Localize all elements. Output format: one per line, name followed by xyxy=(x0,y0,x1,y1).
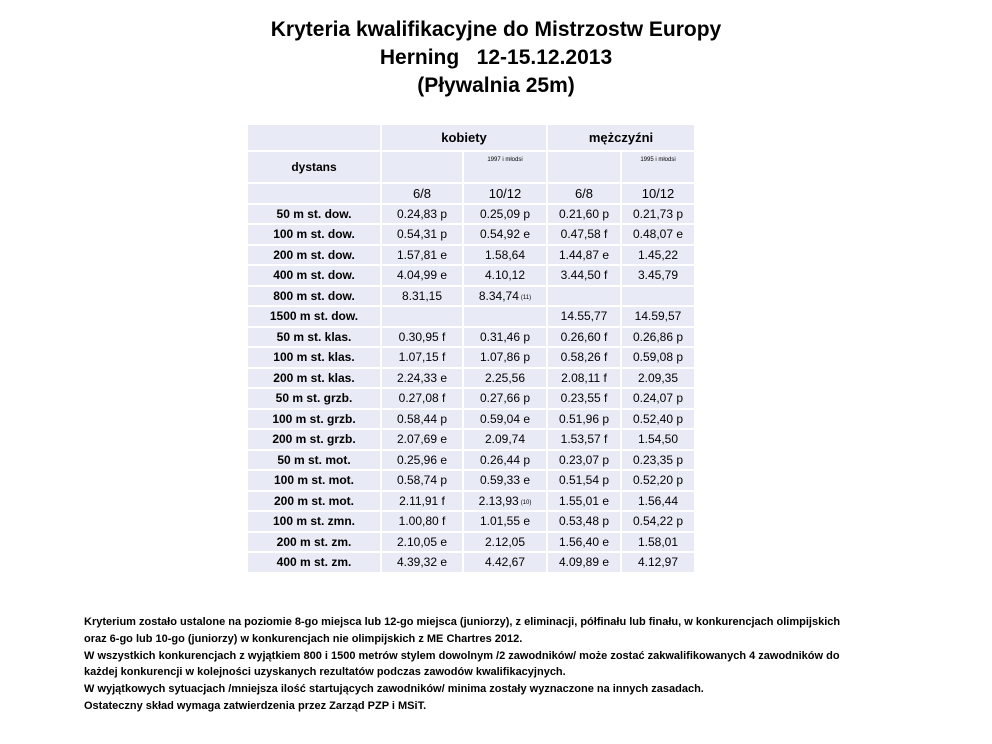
cell-value: 0.21,73 p xyxy=(632,206,684,221)
table-row xyxy=(247,347,695,368)
cell-value: 100 m st. klas. xyxy=(273,350,355,365)
header-women-cat-1: 6/8 xyxy=(381,183,463,204)
women-time-cell xyxy=(381,265,463,286)
women-junior-time-cell xyxy=(463,450,547,471)
cell-value: 0.24,07 p xyxy=(632,391,684,406)
women-junior-time-cell xyxy=(463,491,547,512)
men-time-cell xyxy=(547,450,621,471)
women-junior-time-cell xyxy=(463,224,547,245)
header-men: mężczyźni xyxy=(547,124,695,151)
men-junior-time-cell xyxy=(621,245,695,266)
table-row xyxy=(247,327,695,348)
women-time-cell xyxy=(381,204,463,225)
women-time-cell xyxy=(381,388,463,409)
cell-value: 2.09,35 xyxy=(637,370,679,385)
header-row-subgroups xyxy=(247,151,695,183)
cell-value: 0.59,08 p xyxy=(632,350,684,365)
women-time-cell xyxy=(381,470,463,491)
cell-value: 0.58,26 f xyxy=(560,350,608,365)
cell-value: 4.12,97 xyxy=(637,555,679,570)
cell-value: 1.54,50 xyxy=(637,432,679,447)
women-junior-time-cell xyxy=(463,409,547,430)
cell-value: 4.39,32 e xyxy=(396,555,448,570)
cell-value: 2.25,56 xyxy=(484,370,526,385)
cell-value: 1.00,80 f xyxy=(398,514,446,529)
cell-value: 0.51,96 p xyxy=(558,411,610,426)
cell-value: 0.25,09 p xyxy=(479,206,531,221)
women-junior-time-cell xyxy=(463,347,547,368)
women-time-cell xyxy=(381,245,463,266)
cell-value: 200 m st. dow. xyxy=(273,247,355,262)
men-time-cell xyxy=(547,265,621,286)
table-row xyxy=(247,204,695,225)
women-time-cell xyxy=(381,368,463,389)
distance-cell xyxy=(247,224,381,245)
table-row xyxy=(247,245,695,266)
men-time-cell xyxy=(547,470,621,491)
distance-cell xyxy=(247,450,381,471)
distance-cell xyxy=(247,511,381,532)
header-men-senior-empty xyxy=(547,151,621,183)
distance-cell xyxy=(247,388,381,409)
men-junior-time-cell xyxy=(621,552,695,573)
men-junior-time-cell xyxy=(621,532,695,553)
title-line-3: (Pływalnia 25m) xyxy=(417,74,575,97)
cell-value: 2.11,91 f xyxy=(399,493,445,508)
men-time-cell xyxy=(547,327,621,348)
women-time-cell xyxy=(381,491,463,512)
men-junior-time-cell xyxy=(621,470,695,491)
men-time-cell xyxy=(547,245,621,266)
distance-cell xyxy=(247,347,381,368)
women-time-cell xyxy=(381,327,463,348)
cell-value: 8.31,15 xyxy=(401,288,443,303)
cell-value: 0.51,54 p xyxy=(558,473,610,488)
header-women-junior: 1997 i młodsi xyxy=(463,151,547,183)
cell-value: 0.27,66 p xyxy=(479,391,531,406)
cell-value: 100 m st. mot. xyxy=(273,473,355,488)
footnote-marker: (11) xyxy=(520,294,532,301)
cell-value: 200 m st. klas. xyxy=(273,370,355,385)
cell-value: 0.54,31 p xyxy=(396,227,448,242)
title-line-1: Kryteria kwalifikacyjne do Mistrzostw Europy xyxy=(270,18,722,41)
men-time-cell xyxy=(547,306,621,327)
women-junior-time-cell xyxy=(463,306,547,327)
cell-value: 100 m st. grzb. xyxy=(272,411,356,426)
cell-value: 50 m st. dow. xyxy=(276,206,352,221)
cell-value: 0.23,35 p xyxy=(632,452,684,467)
cell-value: 2.10,05 e xyxy=(396,534,448,549)
cell-value: 0.53,48 p xyxy=(558,514,610,529)
men-time-cell xyxy=(547,388,621,409)
men-junior-time-cell xyxy=(621,265,695,286)
cell-value: 0.21,60 p xyxy=(558,206,610,221)
men-junior-time-cell xyxy=(621,388,695,409)
women-time-cell xyxy=(381,532,463,553)
header-row-groups xyxy=(247,124,695,151)
men-junior-time-cell xyxy=(621,306,695,327)
cell-value: 200 m st. mot. xyxy=(273,493,355,508)
women-time-cell xyxy=(381,347,463,368)
men-time-cell xyxy=(547,204,621,225)
page-title xyxy=(0,16,992,100)
cell-value: 0.27,08 f xyxy=(398,391,446,406)
header-men-cat-2: 10/12 xyxy=(621,183,695,204)
cell-value: 0.58,74 p xyxy=(396,473,448,488)
cell-value: 0.47,58 f xyxy=(560,227,608,242)
men-junior-time-cell xyxy=(621,491,695,512)
women-junior-time-cell xyxy=(463,245,547,266)
men-junior-time-cell xyxy=(621,286,695,307)
cell-value: 800 m st. dow. xyxy=(273,288,355,303)
table-row xyxy=(247,224,695,245)
criteria-notes xyxy=(84,614,944,715)
women-time-cell xyxy=(381,224,463,245)
women-time-cell xyxy=(381,286,463,307)
header-men-cat-1: 6/8 xyxy=(547,183,621,204)
cell-value: 2.09,74 xyxy=(484,432,526,447)
cell-value: 0.26,44 p xyxy=(479,452,531,467)
note-line: Kryterium zostało ustalone na poziomie 8-go miejsca lub 12-go miejsca (juniorzy), z eliminacji, półfinału lub finału, w konkurencjach olimpijskich xyxy=(84,616,841,628)
cell-value: 0.25,96 e xyxy=(396,452,448,467)
women-time-cell xyxy=(381,429,463,450)
header-empty-cell xyxy=(247,124,381,151)
women-time-cell xyxy=(381,511,463,532)
women-junior-time-cell xyxy=(463,429,547,450)
header-women-senior-empty xyxy=(381,151,463,183)
table-row xyxy=(247,265,695,286)
women-junior-time-cell xyxy=(463,388,547,409)
header-women-cat-2: 10/12 xyxy=(463,183,547,204)
men-time-cell xyxy=(547,224,621,245)
women-junior-time-cell xyxy=(463,204,547,225)
table-row xyxy=(247,409,695,430)
men-time-cell xyxy=(547,347,621,368)
cell-value: 2.13,93 xyxy=(478,493,519,508)
distance-cell xyxy=(247,327,381,348)
cell-value: 0.48,07 e xyxy=(632,227,684,242)
note-line: Ostateczny skład wymaga zatwierdzenia przez Zarząd PZP i MSiT. xyxy=(84,699,427,712)
women-junior-time-cell xyxy=(463,368,547,389)
women-junior-time-cell xyxy=(463,286,547,307)
distance-cell xyxy=(247,532,381,553)
table-row xyxy=(247,552,695,573)
note-line: W wyjątkowych sytuacjach /mniejsza ilość startujących zawodników/ minima zostały wyznaczone na innych zasadach. xyxy=(84,683,704,696)
cell-value: 1.58,64 xyxy=(484,247,526,262)
cell-value: 0.31,46 p xyxy=(479,329,531,344)
table-row xyxy=(247,429,695,450)
men-junior-time-cell xyxy=(621,347,695,368)
cell-value: 2.12,05 xyxy=(484,534,526,549)
men-time-cell xyxy=(547,532,621,553)
cell-value: 1500 m st. dow. xyxy=(269,309,359,324)
cell-value: 100 m st. zmn. xyxy=(272,514,356,529)
cell-value: 0.26,86 p xyxy=(632,329,684,344)
cell-value: 4.09,89 e xyxy=(558,555,610,570)
men-junior-time-cell xyxy=(621,429,695,450)
cell-value: 400 m st. zm. xyxy=(276,555,352,570)
distance-cell xyxy=(247,491,381,512)
men-junior-time-cell xyxy=(621,327,695,348)
women-junior-time-cell xyxy=(463,265,547,286)
cell-value: 1.44,87 e xyxy=(558,247,610,262)
distance-cell xyxy=(247,265,381,286)
cell-value: 50 m st. grzb. xyxy=(275,391,353,406)
men-time-cell xyxy=(547,409,621,430)
men-junior-time-cell xyxy=(621,224,695,245)
table-row xyxy=(247,368,695,389)
footnote-marker: (10) xyxy=(520,499,532,506)
table-row xyxy=(247,286,695,307)
men-junior-time-cell xyxy=(621,368,695,389)
men-time-cell xyxy=(547,286,621,307)
distance-cell xyxy=(247,245,381,266)
cell-value: 0.30,95 f xyxy=(398,329,446,344)
cell-value: 200 m st. grzb. xyxy=(272,432,356,447)
cell-value: 4.04,99 e xyxy=(396,268,448,283)
cell-value: 400 m st. dow. xyxy=(273,268,355,283)
cell-value: 50 m st. mot. xyxy=(277,452,351,467)
men-junior-time-cell xyxy=(621,204,695,225)
women-time-cell xyxy=(381,552,463,573)
men-time-cell xyxy=(547,368,621,389)
men-junior-time-cell xyxy=(621,409,695,430)
table-row xyxy=(247,532,695,553)
cell-value: 2.08,11 f xyxy=(561,370,607,385)
distance-cell xyxy=(247,368,381,389)
header-women: kobiety xyxy=(381,124,547,151)
women-junior-time-cell xyxy=(463,511,547,532)
cell-value: 8.34,74 xyxy=(478,288,519,303)
distance-cell xyxy=(247,204,381,225)
distance-cell xyxy=(247,286,381,307)
cell-value: 14.55,77 xyxy=(560,309,608,324)
cell-value: 0.54,92 e xyxy=(479,227,531,242)
women-junior-time-cell xyxy=(463,532,547,553)
women-time-cell xyxy=(381,450,463,471)
table-row xyxy=(247,306,695,327)
distance-cell xyxy=(247,409,381,430)
title-line-2: Herning 12-15.12.2013 xyxy=(379,46,613,69)
distance-cell xyxy=(247,470,381,491)
women-time-cell xyxy=(381,306,463,327)
men-time-cell xyxy=(547,552,621,573)
cell-value: 2.24,33 e xyxy=(396,370,448,385)
header-category-empty xyxy=(247,183,381,204)
cell-value: 3.44,50 f xyxy=(560,268,608,283)
cell-value: 0.59,04 e xyxy=(479,411,531,426)
cell-value: 1.56,44 xyxy=(637,493,679,508)
cell-value: 1.45,22 xyxy=(637,247,679,262)
cell-value: 0.58,44 p xyxy=(396,411,448,426)
note-line: oraz 6-go lub 10-go (juniorzy) w konkurencjach nie olimpijskich z ME Chartres 2012. xyxy=(84,632,523,645)
cell-value: 100 m st. dow. xyxy=(273,227,355,242)
distance-cell xyxy=(247,429,381,450)
cell-value: 1.55,01 e xyxy=(558,493,610,508)
cell-value: 4.42,67 xyxy=(484,555,526,570)
header-distance: dystans xyxy=(247,151,381,183)
cell-value: 0.54,22 p xyxy=(632,514,684,529)
women-time-cell xyxy=(381,409,463,430)
cell-value: 1.07,86 p xyxy=(479,350,531,365)
cell-value: 0.52,40 p xyxy=(632,411,684,426)
cell-value: 0.24,83 p xyxy=(396,206,448,221)
cell-value: 3.45,79 xyxy=(637,268,679,283)
cell-value: 0.23,55 f xyxy=(560,391,608,406)
cell-value: 1.01,55 e xyxy=(479,514,531,529)
cell-value: 0.23,07 p xyxy=(558,452,610,467)
men-time-cell xyxy=(547,491,621,512)
women-junior-time-cell xyxy=(463,552,547,573)
distance-cell xyxy=(247,306,381,327)
men-time-cell xyxy=(547,511,621,532)
cell-value: 2.07,69 e xyxy=(396,432,448,447)
header-men-junior: 1995 i młodsi xyxy=(621,151,695,183)
table-row xyxy=(247,491,695,512)
men-junior-time-cell xyxy=(621,511,695,532)
header-row-categories xyxy=(247,183,695,204)
cell-value: 1.56,40 e xyxy=(558,534,610,549)
criteria-table xyxy=(246,123,696,574)
note-line: W wszystkich konkurencjach z wyjątkiem 800 i 1500 metrów stylem dowolnym /2 zawodników/ może zostać zakwalifikowanych 4 zawodników do xyxy=(84,649,840,662)
cell-value: 4.10,12 xyxy=(484,268,526,283)
men-time-cell xyxy=(547,429,621,450)
table-row xyxy=(247,388,695,409)
distance-cell xyxy=(247,552,381,573)
cell-value: 0.26,60 f xyxy=(560,329,608,344)
cell-value: 200 m st. zm. xyxy=(276,534,352,549)
cell-value: 1.57,81 e xyxy=(396,247,448,262)
cell-value: 0.59,33 e xyxy=(479,473,531,488)
cell-value: 50 m st. klas. xyxy=(276,329,352,344)
table-row xyxy=(247,470,695,491)
women-junior-time-cell xyxy=(463,327,547,348)
cell-value: 1.58,01 xyxy=(637,534,679,549)
cell-value: 1.07,15 f xyxy=(398,350,446,365)
cell-value: 14.59,57 xyxy=(634,309,682,324)
table-row xyxy=(247,511,695,532)
cell-value: 1.53,57 f xyxy=(560,432,608,447)
table-row xyxy=(247,450,695,471)
note-line: każdej konkurencji w kolejności uzyskanych rezultatów podczas zawodów kwalifikacyjnych. xyxy=(84,666,566,679)
men-junior-time-cell xyxy=(621,450,695,471)
cell-value: 0.52,20 p xyxy=(632,473,684,488)
women-junior-time-cell xyxy=(463,470,547,491)
